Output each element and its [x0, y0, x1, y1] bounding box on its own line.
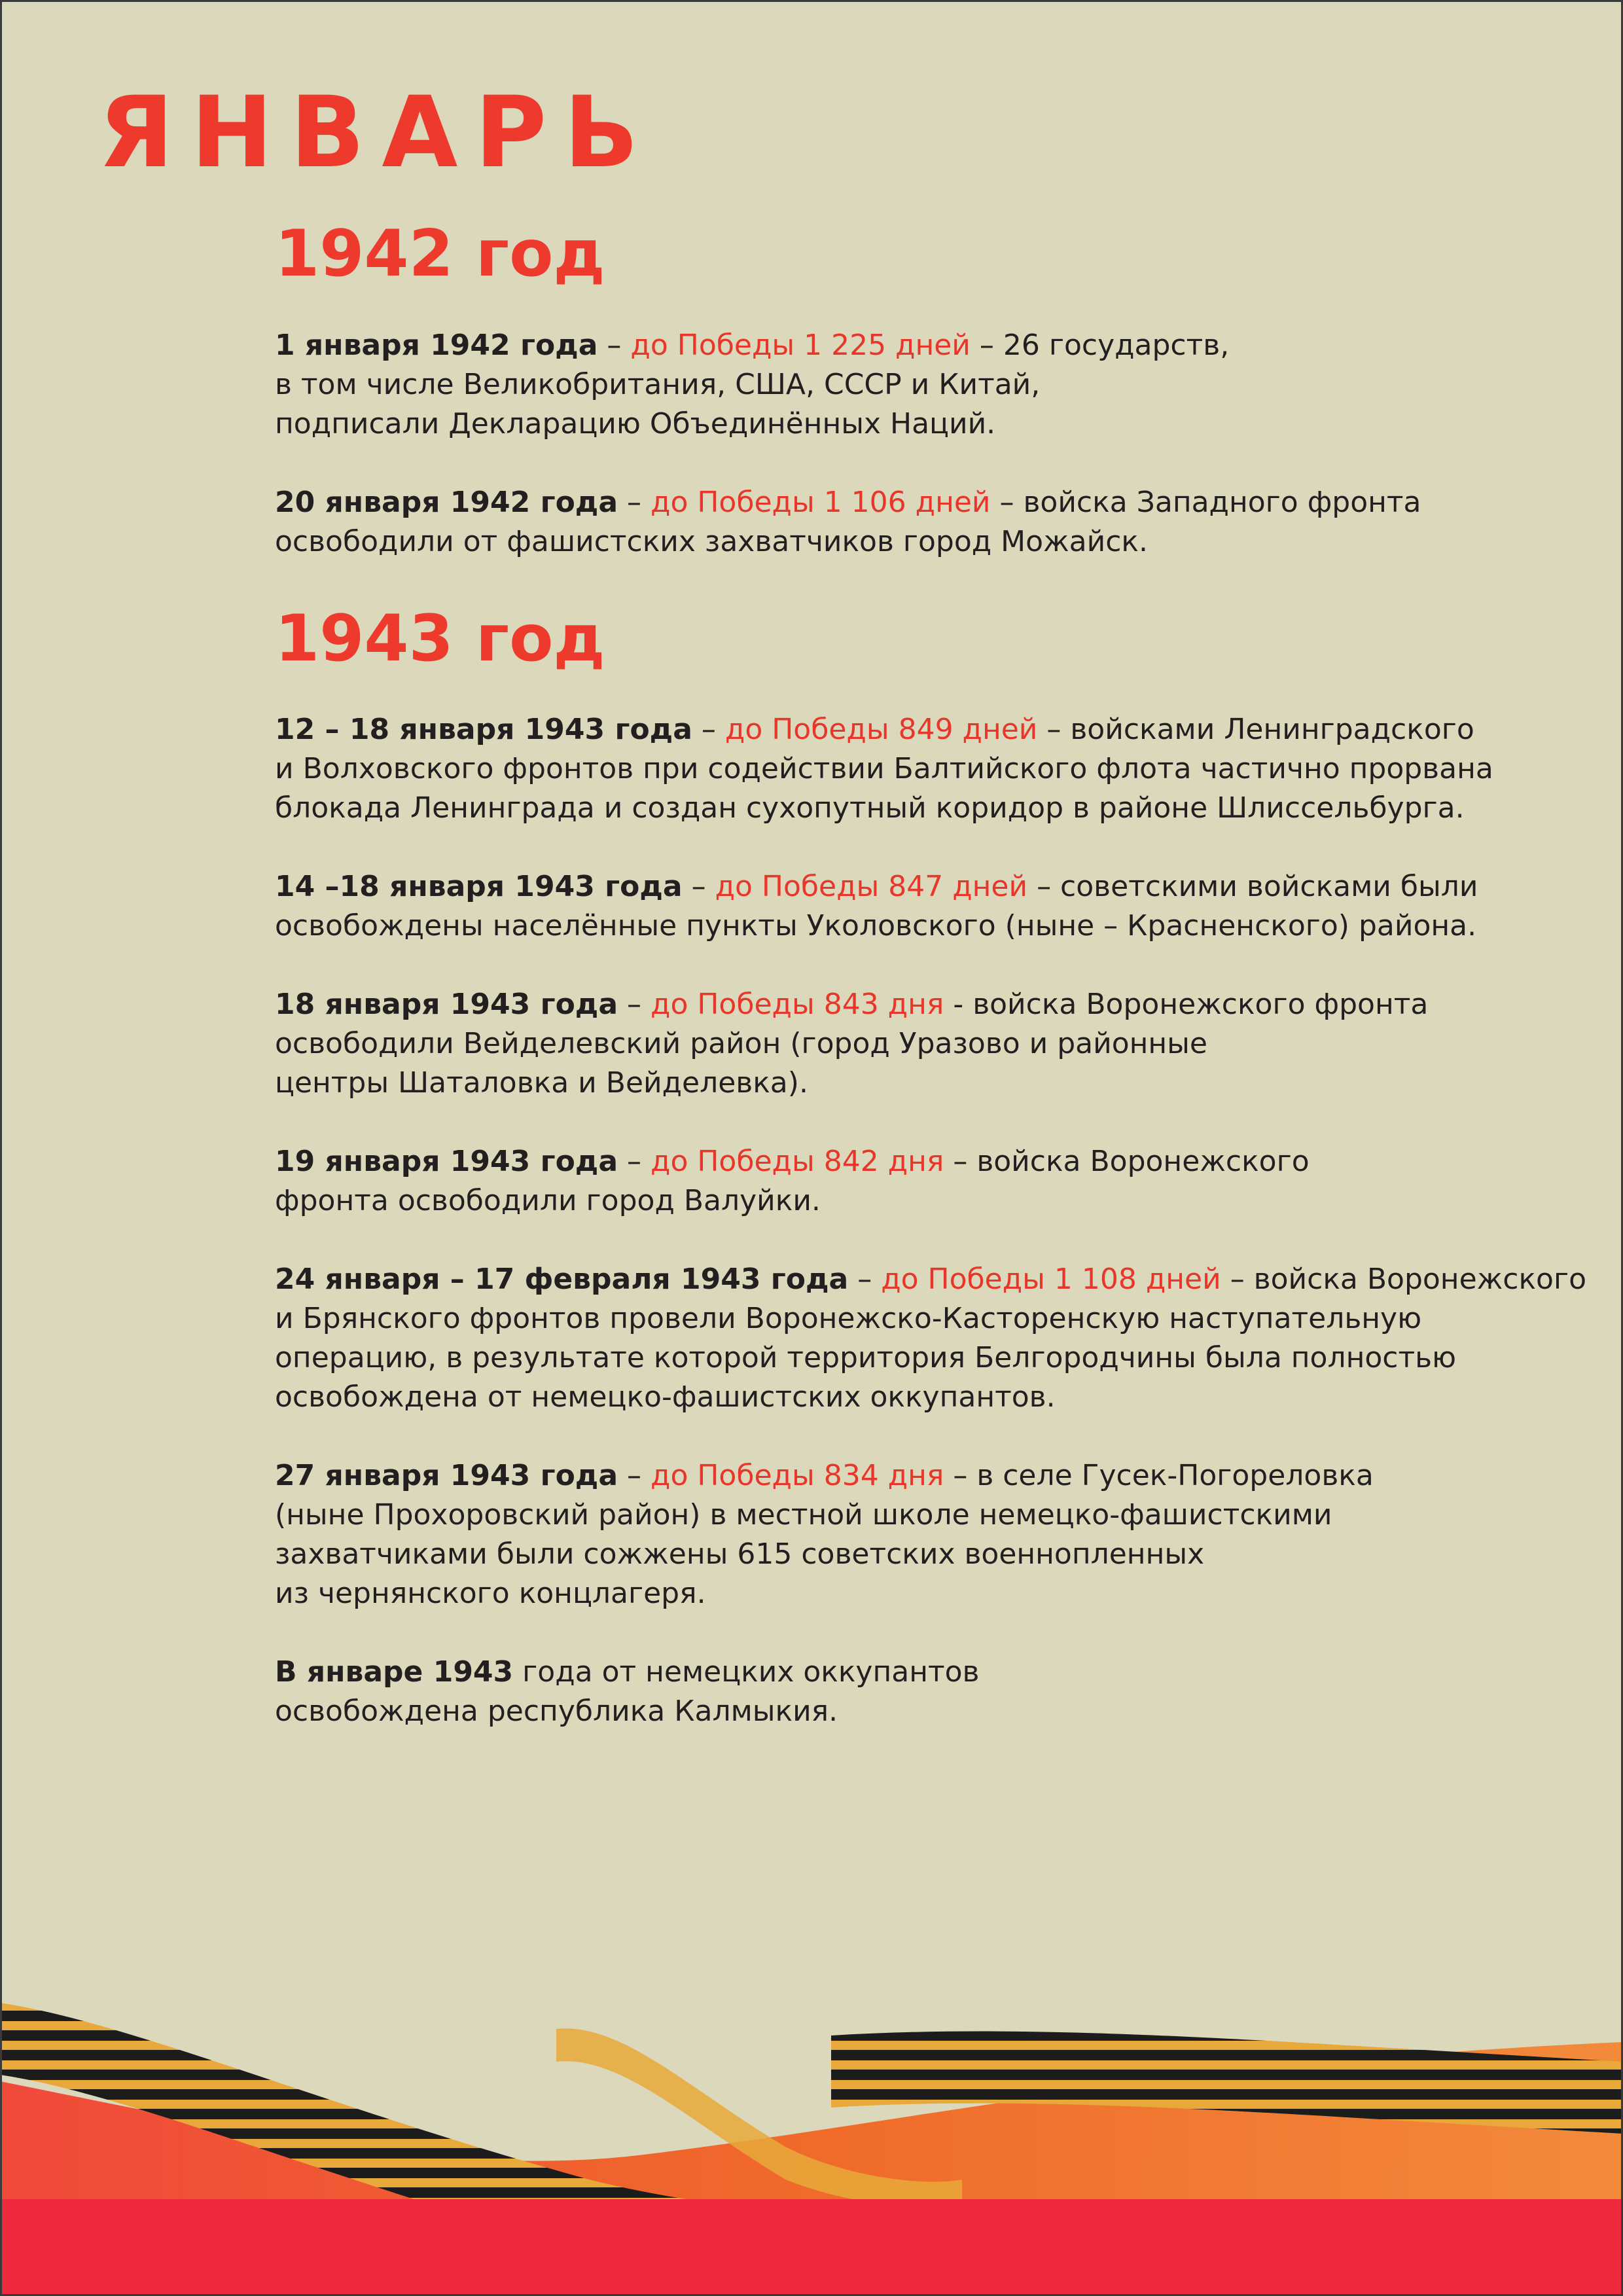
event-entry [275, 1142, 1571, 1221]
event-date: 18 января 1943 года [275, 988, 618, 1022]
separator: – [618, 1459, 651, 1493]
event-entry [275, 710, 1571, 828]
event-date: 19 января 1943 года [275, 1145, 618, 1179]
entry-first-line [275, 1142, 1571, 1181]
event-text-line: блокада Ленинграда и создан сухопутный коридор в районе Шлиссельбурга. [275, 791, 1465, 825]
event-date: 14 –18 января 1943 года [275, 870, 683, 904]
event-entry [275, 483, 1571, 562]
event-entry [275, 1260, 1586, 1417]
year-heading-1942: 1942 год [275, 217, 605, 291]
month-title: ЯНВАРЬ [98, 76, 656, 190]
separator: – [597, 328, 631, 362]
event-date: 12 – 18 января 1943 года [275, 713, 692, 747]
days-to-victory: до Победы 1 225 дней [630, 328, 971, 362]
entry-first-line [275, 1260, 1586, 1299]
event-date: В январе 1943 [275, 1655, 514, 1689]
separator: – [692, 713, 725, 747]
event-entry [275, 867, 1571, 946]
event-text: – войска Воронежского [1221, 1263, 1586, 1297]
event-date: 1 января 1942 года [275, 328, 598, 362]
separator: – [682, 870, 715, 904]
days-to-victory: до Победы 834 дня [651, 1459, 944, 1493]
event-text: – советскими войсками были [1027, 870, 1478, 904]
event-text: – войсками Ленинградского [1037, 713, 1474, 747]
days-to-victory: до Победы 1 108 дней [881, 1263, 1221, 1297]
separator: – [618, 485, 651, 519]
entry-first-line [275, 867, 1571, 906]
days-to-victory: до Победы 843 дня [651, 988, 944, 1022]
days-to-victory: до Победы 842 дня [651, 1145, 944, 1179]
event-text-line: захватчиками были сожжены 615 советских военнопленных [275, 1537, 1205, 1571]
entry-first-line [275, 1456, 1571, 1496]
event-text-line: фронта освободили город Валуйки. [275, 1184, 821, 1218]
event-text: – войска Воронежского [944, 1145, 1310, 1179]
event-text: – войска Западного фронта [990, 485, 1421, 519]
event-text-line: подписали Декларацию Объединённых Наций. [275, 406, 996, 440]
entry-first-line [275, 985, 1571, 1024]
red-footer-band [0, 2199, 1623, 2296]
event-text-line: освобождены населённые пункты Уколовского (ныне – Красненского) района. [275, 909, 1477, 943]
separator: – [618, 1145, 651, 1179]
entry-first-line [275, 1653, 1571, 1692]
event-text: – 26 государств, [970, 328, 1230, 362]
separator: – [848, 1263, 882, 1297]
event-text-line: (ныне Прохоровский район) в местной школе немецко-фашистскими [275, 1498, 1332, 1532]
event-text-line: операцию, в результате которой территория Белгородчины была полностью [275, 1341, 1457, 1375]
event-text-line: освобождена от немецко-фашистских оккупантов. [275, 1380, 1056, 1414]
event-text-line: освободили от фашистских захватчиков город Можайск. [275, 524, 1148, 558]
st-george-ribbon-decoration [0, 1983, 1623, 2296]
event-text-line: из чернянского концлагеря. [275, 1577, 706, 1611]
event-entry [275, 1653, 1571, 1731]
event-date: 20 января 1942 года [275, 485, 618, 519]
event-text-line: и Брянского фронтов провели Воронежско-Касторенскую наступательную [275, 1302, 1422, 1336]
event-text: - войска Воронежского фронта [944, 988, 1429, 1022]
event-entry [275, 985, 1571, 1103]
days-to-victory: до Победы 847 дней [715, 870, 1028, 904]
days-to-victory: до Победы 849 дней [724, 713, 1038, 747]
separator: – [618, 988, 651, 1022]
entry-first-line [275, 326, 1571, 365]
event-entry [275, 326, 1571, 444]
entry-first-line [275, 710, 1571, 749]
timeline-content [275, 216, 1586, 1770]
entry-first-line [275, 483, 1571, 522]
event-text-line: освободили Вейделевский район (город Уразово и районные [275, 1027, 1207, 1061]
event-text-line: освобождена республика Калмыкия. [275, 1695, 838, 1729]
event-text-line: и Волховского фронтов при содействии Балтийского флота частично прорвана [275, 752, 1493, 786]
event-date: 24 января – 17 февраля 1943 года [275, 1263, 849, 1297]
event-text: – в селе Гусек-Погореловка [944, 1459, 1374, 1493]
year-heading-1943: 1943 год [275, 601, 605, 676]
event-text: года от немецких оккупантов [513, 1655, 980, 1689]
event-text-line: центры Шаталовка и Вейделевка). [275, 1066, 808, 1100]
days-to-victory: до Победы 1 106 дней [651, 485, 991, 519]
event-entry [275, 1456, 1571, 1613]
event-text-line: в том числе Великобритания, США, СССР и Китай, [275, 367, 1041, 401]
event-date: 27 января 1943 года [275, 1459, 618, 1493]
